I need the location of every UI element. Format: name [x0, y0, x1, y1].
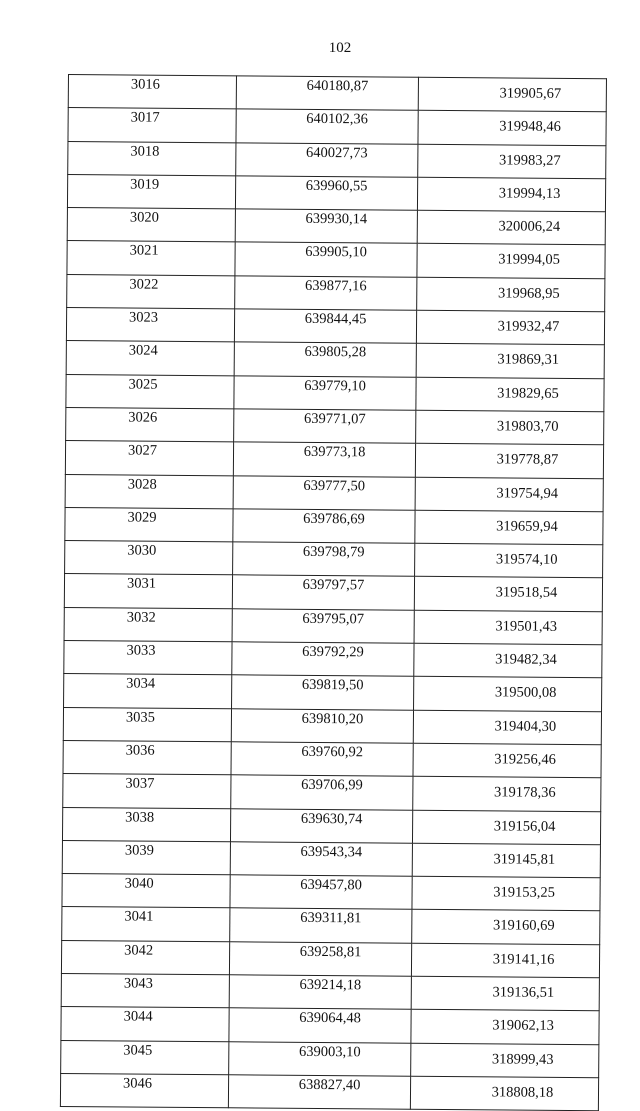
table-row [65, 441, 603, 479]
point-number-cell: 3038 [62, 807, 230, 842]
table-row [66, 407, 604, 445]
x-coordinate-cell: 639003,10 [229, 1041, 411, 1076]
table-row [63, 740, 601, 778]
page-number: 102 [328, 40, 352, 56]
point-number-cell: 3021 [67, 241, 235, 276]
x-coordinate-cell: 639792,29 [232, 642, 414, 677]
table-row [64, 574, 602, 612]
point-number-cell: 3045 [61, 1040, 229, 1075]
table-row [62, 907, 600, 945]
y-coordinate-cell: 319136,51 [411, 976, 599, 1011]
y-coordinate-cell: 319404,30 [413, 710, 601, 745]
table-row [64, 607, 602, 645]
y-coordinate-cell: 319803,70 [416, 410, 604, 445]
x-coordinate-cell: 639064,48 [229, 1008, 411, 1043]
y-coordinate-cell: 319994,05 [417, 244, 605, 279]
y-coordinate-cell: 319141,16 [411, 943, 599, 978]
y-coordinate-cell: 319256,46 [413, 743, 601, 778]
table-row [62, 807, 600, 845]
y-coordinate-cell: 319062,13 [411, 1010, 599, 1045]
x-coordinate-cell: 638827,40 [228, 1075, 410, 1110]
point-number-cell: 3043 [61, 973, 229, 1008]
table-row [68, 108, 606, 146]
point-number-cell: 3035 [63, 707, 231, 742]
x-coordinate-cell: 639311,81 [230, 908, 412, 943]
table-row [64, 641, 602, 679]
x-coordinate-cell: 640180,87 [236, 76, 418, 111]
x-coordinate-cell: 639805,28 [234, 342, 416, 377]
point-number-cell: 3027 [65, 441, 233, 476]
table-row [61, 973, 599, 1011]
point-number-cell: 3023 [66, 308, 234, 343]
table-row [67, 208, 605, 246]
x-coordinate-cell: 639779,10 [234, 375, 416, 410]
y-coordinate-cell: 319153,25 [412, 876, 600, 911]
x-coordinate-cell: 639786,69 [233, 509, 415, 544]
x-coordinate-cell: 639844,45 [234, 309, 416, 344]
table-row [67, 174, 605, 212]
x-coordinate-cell: 639930,14 [235, 209, 417, 244]
coordinates-table-container [60, 74, 606, 1111]
y-coordinate-cell: 319948,46 [418, 111, 606, 146]
x-coordinate-cell: 639798,79 [233, 542, 415, 577]
x-coordinate-cell: 639810,20 [231, 708, 413, 743]
x-coordinate-cell: 640102,36 [236, 109, 418, 144]
x-coordinate-cell: 639777,50 [233, 475, 415, 510]
y-coordinate-cell: 319829,65 [416, 377, 604, 412]
point-number-cell: 3046 [60, 1073, 228, 1108]
point-number-cell: 3022 [67, 274, 235, 309]
y-coordinate-cell: 319145,81 [412, 843, 600, 878]
point-number-cell: 3042 [61, 940, 229, 975]
table-row [61, 940, 599, 978]
y-coordinate-cell: 319869,31 [416, 344, 604, 379]
table-row [67, 241, 605, 279]
table-row [63, 774, 601, 812]
table-row [65, 507, 603, 545]
point-number-cell: 3033 [64, 641, 232, 676]
point-number-cell: 3041 [62, 907, 230, 942]
table-row [61, 1040, 599, 1078]
y-coordinate-cell: 319178,36 [413, 776, 601, 811]
table-row [60, 1073, 598, 1111]
table-row [62, 840, 600, 878]
x-coordinate-cell: 639630,74 [230, 808, 412, 843]
x-coordinate-cell: 639543,34 [230, 842, 412, 877]
y-coordinate-cell: 319160,69 [412, 910, 600, 945]
x-coordinate-cell: 639706,99 [231, 775, 413, 810]
y-coordinate-cell: 318808,18 [410, 1076, 598, 1111]
table-row [65, 541, 603, 579]
x-coordinate-cell: 639905,10 [235, 242, 417, 277]
y-coordinate-cell: 320006,24 [417, 210, 605, 245]
y-coordinate-cell: 319482,34 [414, 643, 602, 678]
point-number-cell: 3034 [64, 674, 232, 709]
point-number-cell: 3017 [68, 108, 236, 143]
x-coordinate-cell: 639797,57 [232, 575, 414, 610]
point-number-cell: 3031 [64, 574, 232, 609]
point-number-cell: 3037 [63, 774, 231, 809]
x-coordinate-cell: 639773,18 [233, 442, 415, 477]
table-row [64, 674, 602, 712]
table-body [60, 75, 606, 1111]
coordinates-table [60, 74, 607, 1111]
x-coordinate-cell: 639795,07 [232, 609, 414, 644]
y-coordinate-cell: 319968,95 [417, 277, 605, 312]
point-number-cell: 3044 [61, 1007, 229, 1042]
x-coordinate-cell: 639457,80 [230, 875, 412, 910]
y-coordinate-cell: 319659,94 [415, 510, 603, 545]
y-coordinate-cell: 319501,43 [414, 610, 602, 645]
y-coordinate-cell: 319156,04 [412, 810, 600, 845]
y-coordinate-cell: 319932,47 [416, 310, 604, 345]
y-coordinate-cell: 319574,10 [415, 543, 603, 578]
point-number-cell: 3040 [62, 874, 230, 909]
point-number-cell: 3024 [66, 341, 234, 376]
y-coordinate-cell: 319994,13 [417, 177, 605, 212]
point-number-cell: 3039 [62, 840, 230, 875]
table-row [66, 308, 604, 346]
table-row [65, 474, 603, 512]
x-coordinate-cell: 639760,92 [231, 742, 413, 777]
point-number-cell: 3018 [68, 141, 236, 176]
y-coordinate-cell: 319983,27 [418, 144, 606, 179]
y-coordinate-cell: 319754,94 [415, 477, 603, 512]
table-row [61, 1007, 599, 1045]
x-coordinate-cell: 640027,73 [236, 142, 418, 177]
point-number-cell: 3026 [66, 407, 234, 442]
point-number-cell: 3025 [66, 374, 234, 409]
point-number-cell: 3036 [63, 740, 231, 775]
table-row [68, 141, 606, 179]
table-row [67, 274, 605, 312]
point-number-cell: 3019 [67, 174, 235, 209]
y-coordinate-cell: 319518,54 [414, 577, 602, 612]
y-coordinate-cell: 319778,87 [415, 444, 603, 479]
y-coordinate-cell: 319500,08 [414, 677, 602, 712]
table-row [62, 874, 600, 912]
x-coordinate-cell: 639214,18 [229, 975, 411, 1010]
y-coordinate-cell: 318999,43 [411, 1043, 599, 1078]
table-row [66, 374, 604, 412]
x-coordinate-cell: 639771,07 [234, 409, 416, 444]
point-number-cell: 3016 [68, 75, 236, 110]
x-coordinate-cell: 639258,81 [229, 942, 411, 977]
table-row [68, 75, 606, 113]
point-number-cell: 3020 [67, 208, 235, 243]
x-coordinate-cell: 639960,55 [235, 176, 417, 211]
table-row [66, 341, 604, 379]
point-number-cell: 3029 [65, 507, 233, 542]
x-coordinate-cell: 639819,50 [232, 675, 414, 710]
x-coordinate-cell: 639877,16 [235, 276, 417, 311]
y-coordinate-cell: 319905,67 [418, 77, 606, 112]
table-row [63, 707, 601, 745]
point-number-cell: 3032 [64, 607, 232, 642]
point-number-cell: 3028 [65, 474, 233, 509]
point-number-cell: 3030 [65, 541, 233, 576]
